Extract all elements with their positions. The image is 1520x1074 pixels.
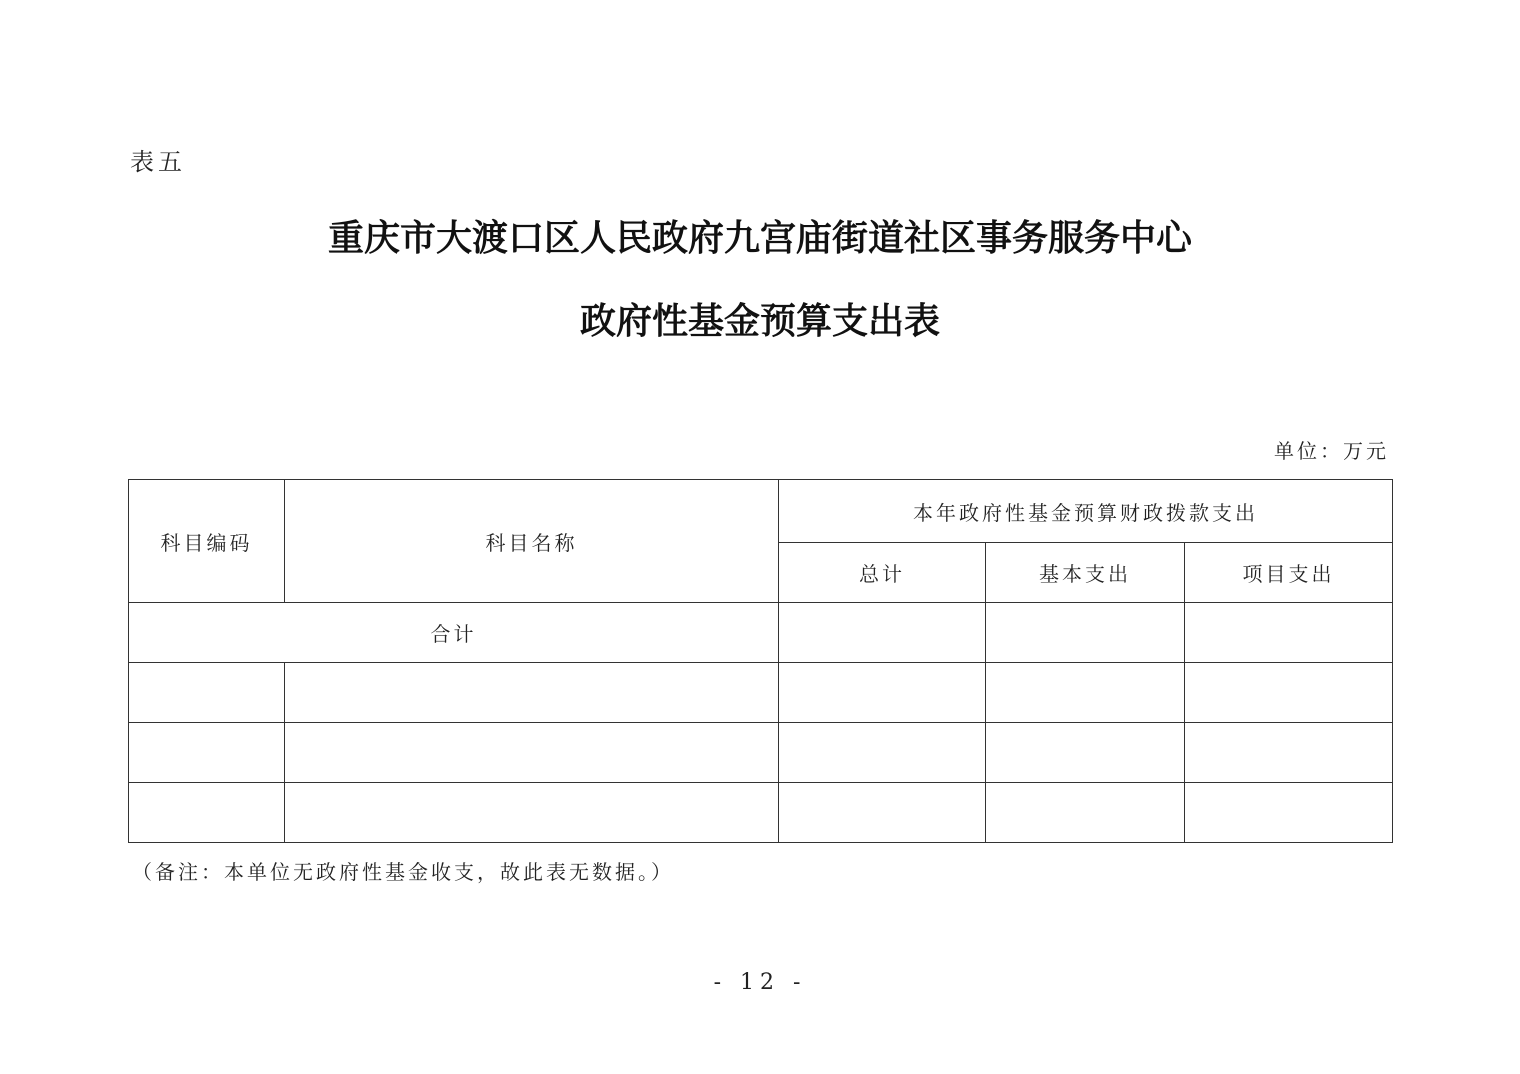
table-row <box>129 663 1393 723</box>
row-name <box>285 663 779 723</box>
row-code <box>129 663 285 723</box>
table-row <box>129 783 1393 843</box>
header-subject-code: 科目编码 <box>129 480 285 603</box>
table-row <box>129 723 1393 783</box>
row-total <box>779 663 986 723</box>
table-label: 表五 <box>130 148 186 176</box>
header-project-expenditure: 项目支出 <box>1185 543 1393 603</box>
total-row-project <box>1185 603 1393 663</box>
row-total <box>779 723 986 783</box>
header-expenditure-group: 本年政府性基金预算财政拨款支出 <box>779 480 1393 543</box>
row-basic <box>986 663 1185 723</box>
row-name <box>285 783 779 843</box>
total-row-label: 合计 <box>129 603 779 663</box>
total-row-basic <box>986 603 1185 663</box>
document-title-line2: 政府性基金预算支出表 <box>579 300 940 342</box>
unit-label: 单位：万元 <box>1274 439 1389 463</box>
page-number: - 12 - <box>713 970 807 995</box>
header-subject-name: 科目名称 <box>285 480 779 603</box>
row-code <box>129 783 285 843</box>
table-note: （备注：本单位无政府性基金收支，故此表无数据。） <box>132 860 674 884</box>
total-row <box>129 603 1393 663</box>
row-basic <box>986 783 1185 843</box>
total-row-total <box>779 603 986 663</box>
document-title-line1: 重庆市大渡口区人民政府九宫庙街道社区事务服务中心 <box>327 217 1192 259</box>
row-project <box>1185 783 1393 843</box>
row-project <box>1185 663 1393 723</box>
header-total: 总计 <box>779 543 986 603</box>
row-code <box>129 723 285 783</box>
row-name <box>285 723 779 783</box>
header-basic-expenditure: 基本支出 <box>986 543 1185 603</box>
header-row <box>129 480 1393 543</box>
row-total <box>779 783 986 843</box>
row-basic <box>986 723 1185 783</box>
row-project <box>1185 723 1393 783</box>
budget-table <box>128 479 1393 843</box>
